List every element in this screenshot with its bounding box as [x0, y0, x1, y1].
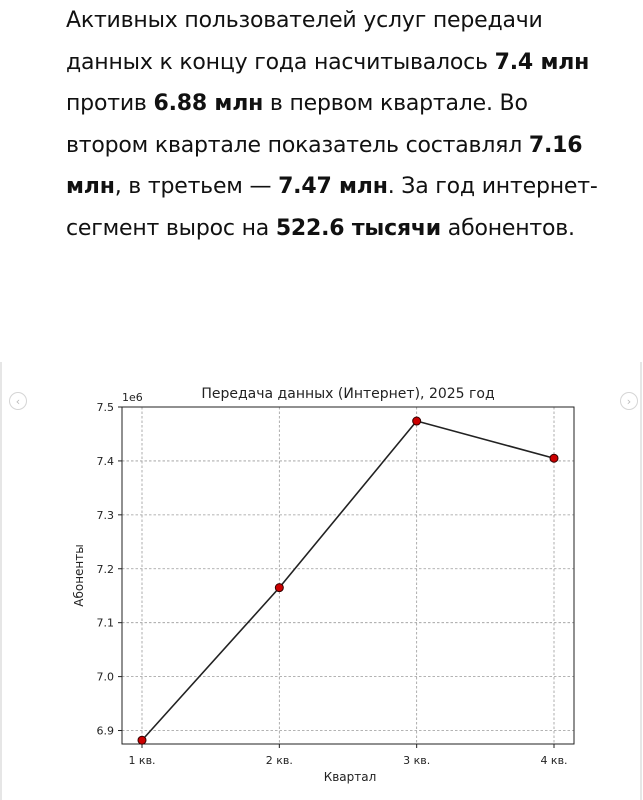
x-tick-label: 3 кв. [403, 754, 431, 767]
plot-area-frame [122, 407, 574, 744]
data-point [275, 584, 283, 592]
article-value-q1: 6.88 млн [153, 91, 264, 116]
article-value-growth: 522.6 тысячи [275, 215, 442, 241]
x-tick-label: 1 кв. [128, 754, 156, 767]
series-line [142, 421, 554, 740]
y-tick-label: 7.5 [96, 401, 114, 414]
chevron-left-icon: ‹ [15, 395, 21, 408]
chevron-right-icon: › [626, 395, 632, 408]
y-tick-label: 7.0 [96, 670, 114, 684]
series-subscribers [138, 417, 558, 744]
y-tick-label: 6.9 [96, 724, 114, 738]
chart-title: Передача данных (Интернет), 2025 год [201, 386, 495, 402]
x-axis-ticks [128, 744, 567, 767]
x-tick-label: 2 кв. [265, 754, 293, 767]
data-point [550, 454, 558, 462]
y-tick-label: 7.2 [96, 562, 114, 576]
data-point [413, 417, 421, 425]
x-axis-label: Квартал [323, 770, 377, 784]
y-tick-label: 7.1 [96, 616, 114, 630]
article-text-5: . За год интернет-сегмент вырос на [66, 174, 598, 241]
line-chart [0, 370, 643, 790]
article-text-3: в первом квартале. Во втором квартале показатель составлял [66, 91, 529, 158]
y-axis-scale-label: 1e6 [122, 391, 143, 404]
article-value-q3: 7.47 млн [278, 174, 388, 199]
article-text-4: , в третьем — [114, 174, 279, 199]
y-axis-ticks [97, 401, 123, 738]
article-text-2: против [66, 91, 154, 116]
chart-grid [122, 407, 574, 744]
data-point [138, 736, 146, 744]
article-text-6: абонентов. [441, 215, 575, 241]
article-paragraph [66, 0, 601, 249]
article-value-q2: 7.16 млн [66, 132, 583, 199]
article-text-1: Активных пользователей услуг передачи данных к концу года насчитывалось [66, 8, 543, 75]
y-tick-label: 7.3 [96, 508, 114, 522]
y-tick-label: 7.4 [96, 454, 114, 468]
article-value-year-end: 7.4 млн [494, 49, 590, 75]
y-axis-label: Абоненты [72, 544, 86, 607]
x-tick-label: 4 кв. [540, 754, 568, 767]
